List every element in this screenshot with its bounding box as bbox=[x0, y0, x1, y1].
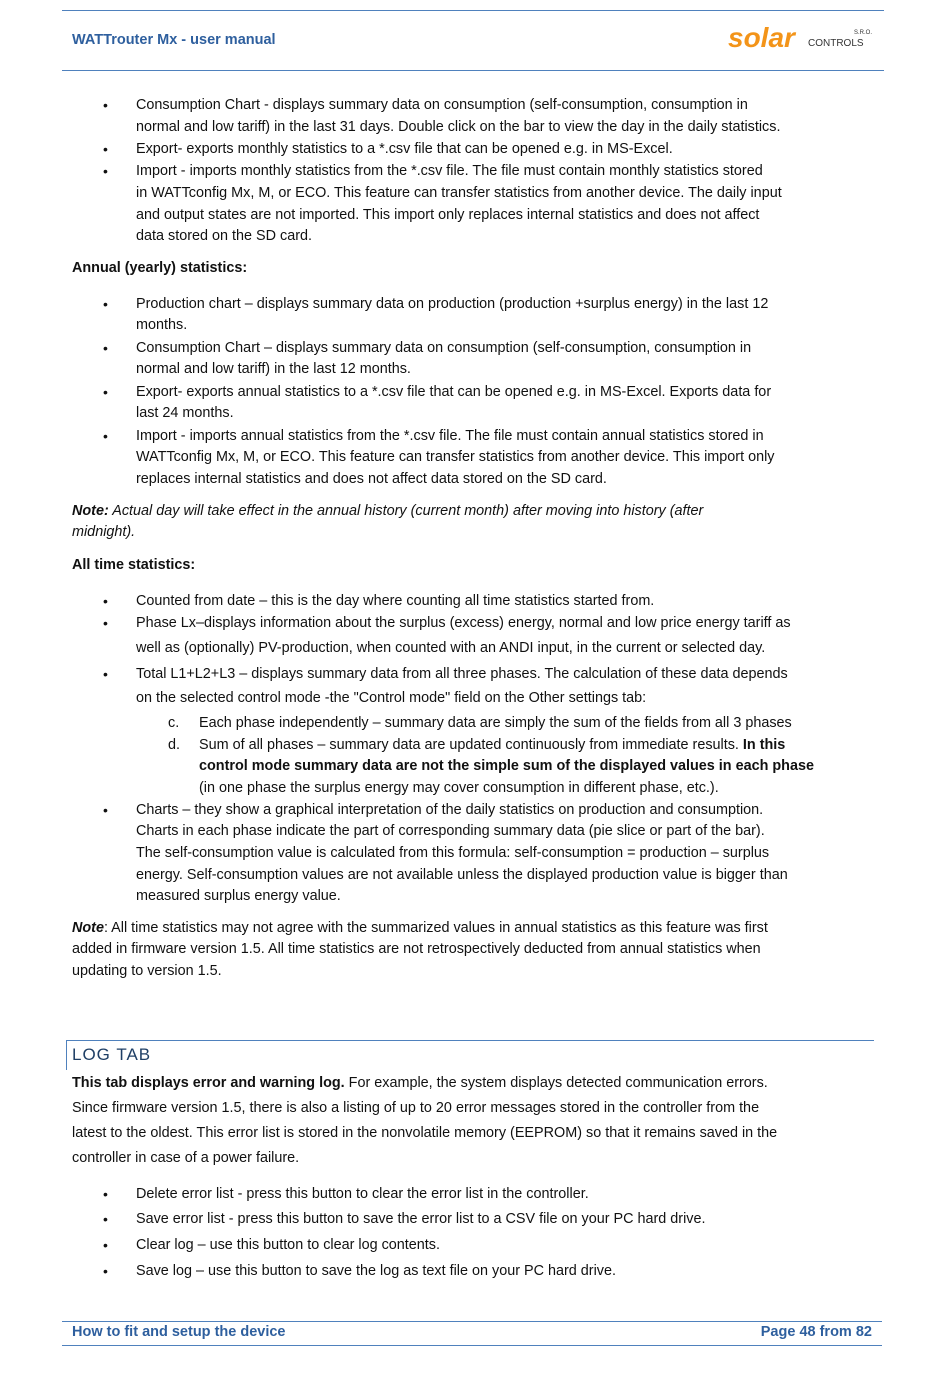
bullet-icon: • bbox=[103, 1237, 108, 1253]
list-item-line: in WATTconfig Mx, M, or ECO. This feature can transfer statistics from another device. The daily input bbox=[136, 185, 782, 201]
list-item-line: Production chart – displays summary data on production (production +surplus energy) in the last 12 bbox=[136, 296, 769, 312]
bold-text: In this bbox=[742, 737, 786, 753]
log-list-item: Delete error list - press this button to clear the error list in the controller. bbox=[136, 1186, 589, 1202]
bullet-icon: • bbox=[103, 97, 108, 113]
section-left-rule bbox=[66, 1040, 67, 1070]
list-item-line: Phase Lx–displays information about the surplus (excess) energy, normal and low price energy tariff as bbox=[136, 615, 791, 631]
list-item-line: energy. Self-consumption values are not available unless the displayed production value is bigger than bbox=[136, 867, 788, 883]
log-intro-line: Since firmware version 1.5, there is also a listing of up to 20 error messages stored in the controller from the bbox=[72, 1100, 760, 1116]
subheading-alltime: All time statistics: bbox=[72, 557, 196, 573]
list-item-line: Import - imports annual statistics from the *.csv file. The file must contain annual statistics stored in bbox=[136, 428, 764, 444]
note-text: : All time statistics may not agree with the summarized values in annual statistics as this feature was first bbox=[103, 920, 768, 936]
list-item-line: on the selected control mode -the "Control mode" field on the Other settings tab: bbox=[136, 690, 647, 706]
bullet-icon: • bbox=[103, 163, 108, 179]
bullet-icon: • bbox=[103, 1211, 108, 1227]
sublist-item-d-bold: control mode summary data are not the simple sum of the displayed values in each phase bbox=[199, 758, 814, 774]
log-intro-line: controller in case of a power failure. bbox=[72, 1150, 300, 1166]
log-intro-text: For example, the system displays detected communication errors. bbox=[344, 1075, 768, 1091]
log-list-item: Save error list - press this button to save the error list to a CSV file on your PC hard drive. bbox=[136, 1211, 706, 1227]
footer-bottom-rule bbox=[62, 1345, 882, 1346]
note-text-line: midnight). bbox=[72, 524, 136, 540]
list-item-line: well as (optionally) PV-production, when counted with an ANDI input, in the current or selected day. bbox=[136, 640, 766, 656]
list-item-line: and output states are not imported. This import only replaces internal statistics and does not affect bbox=[136, 207, 760, 223]
list-item-line: Export- exports annual statistics to a *.csv file that can be opened e.g. in MS-Excel. Exports data for bbox=[136, 384, 772, 400]
solar-controls-logo bbox=[728, 22, 878, 52]
list-item-line: measured surplus energy value. bbox=[136, 888, 341, 904]
bullet-icon: • bbox=[103, 802, 108, 818]
svg-text:S.R.O.: S.R.O. bbox=[854, 30, 873, 36]
list-item-line: Counted from date – this is the day where counting all time statistics started from. bbox=[136, 593, 655, 609]
sublist-item-d bbox=[199, 735, 785, 755]
log-list-item: Save log – use this button to save the log as text file on your PC hard drive. bbox=[136, 1263, 616, 1279]
log-intro bbox=[72, 1073, 768, 1093]
sublist-marker: c. bbox=[168, 715, 180, 731]
bullet-icon: • bbox=[103, 1263, 108, 1279]
svg-text:solar: solar bbox=[728, 22, 795, 52]
text: Sum of all phases – summary data are updated continuously from immediate results. bbox=[199, 737, 743, 753]
bullet-icon: • bbox=[103, 296, 108, 312]
note-text-line: updating to version 1.5. bbox=[72, 963, 222, 979]
list-item-line: last 24 months. bbox=[136, 405, 234, 421]
bullet-icon: • bbox=[103, 141, 108, 157]
list-item-line: Total L1+L2+L3 – displays summary data from all three phases. The calculation of these data depends bbox=[136, 666, 788, 682]
footer-top-rule bbox=[62, 1321, 882, 1322]
bullet-icon: • bbox=[103, 428, 108, 444]
page-number: Page 48 from 82 bbox=[760, 1324, 872, 1340]
header-title: WATTrouter Mx - user manual bbox=[72, 32, 276, 48]
subheading-annual: Annual (yearly) statistics: bbox=[72, 260, 248, 276]
note-label: Note bbox=[72, 920, 104, 936]
note-annual bbox=[72, 501, 703, 521]
note-text: Actual day will take effect in the annual history (current month) after moving into history (after bbox=[108, 503, 704, 519]
list-item-line: replaces internal statistics and does not affect data stored on the SD card. bbox=[136, 471, 607, 487]
list-item-line: data stored on the SD card. bbox=[136, 228, 312, 244]
list-item-line: Consumption Chart - displays summary data on consumption (self-consumption, consumption in bbox=[136, 97, 748, 113]
bullet-icon: • bbox=[103, 666, 108, 682]
list-item-line: Charts – they show a graphical interpretation of the daily statistics on production and consumption. bbox=[136, 802, 764, 818]
note-label: Note: bbox=[72, 503, 109, 519]
note-text-line: added in firmware version 1.5. All time statistics are not retrospectively deducted from annual statistics when bbox=[72, 941, 761, 957]
log-intro-line: latest to the oldest. This error list is stored in the nonvolatile memory (EEPROM) so that it remains saved in the bbox=[72, 1125, 778, 1141]
list-item-line: WATTconfig Mx, M, or ECO. This feature can transfer statistics from another device. This import only bbox=[136, 449, 775, 465]
list-item-line: Consumption Chart – displays summary data on consumption (self-consumption, consumption in bbox=[136, 340, 752, 356]
bullet-icon: • bbox=[103, 384, 108, 400]
sublist-item-c: Each phase independently – summary data are simply the sum of the fields from all 3 phases bbox=[199, 715, 792, 731]
section-heading-log-tab: LOG TAB bbox=[72, 1045, 152, 1064]
list-item-line: Charts in each phase indicate the part of corresponding summary data (pie slice or part of the bar). bbox=[136, 823, 765, 839]
list-item-line: normal and low tariff) in the last 12 months. bbox=[136, 361, 411, 377]
header-bottom-rule bbox=[62, 70, 884, 71]
note-alltime bbox=[72, 918, 768, 938]
list-item-line: normal and low tariff) in the last 31 days. Double click on the bar to view the day in the daily statistics. bbox=[136, 119, 781, 135]
svg-text:CONTROLS: CONTROLS bbox=[808, 38, 864, 49]
bullet-icon: • bbox=[103, 1186, 108, 1202]
bullet-icon: • bbox=[103, 593, 108, 609]
list-item-line: months. bbox=[136, 317, 188, 333]
bullet-icon: • bbox=[103, 340, 108, 356]
sublist-item-d-line: (in one phase the surplus energy may cover consumption in different phase, etc.). bbox=[199, 780, 719, 796]
section-rule bbox=[66, 1040, 874, 1041]
bullet-icon: • bbox=[103, 615, 108, 631]
footer-section: How to fit and setup the device bbox=[72, 1324, 286, 1340]
log-intro-bold: This tab displays error and warning log. bbox=[72, 1075, 345, 1091]
log-list-item: Clear log – use this button to clear log contents. bbox=[136, 1237, 440, 1253]
list-item-line: The self-consumption value is calculated from this formula: self-consumption = production – surplus bbox=[136, 845, 770, 861]
header-top-rule bbox=[62, 10, 884, 11]
sublist-marker: d. bbox=[168, 737, 181, 753]
list-item-line: Export- exports monthly statistics to a *.csv file that can be opened e.g. in MS-Excel. bbox=[136, 141, 673, 157]
list-item-line: Import - imports monthly statistics from the *.csv file. The file must contain monthly statistics stored bbox=[136, 163, 763, 179]
